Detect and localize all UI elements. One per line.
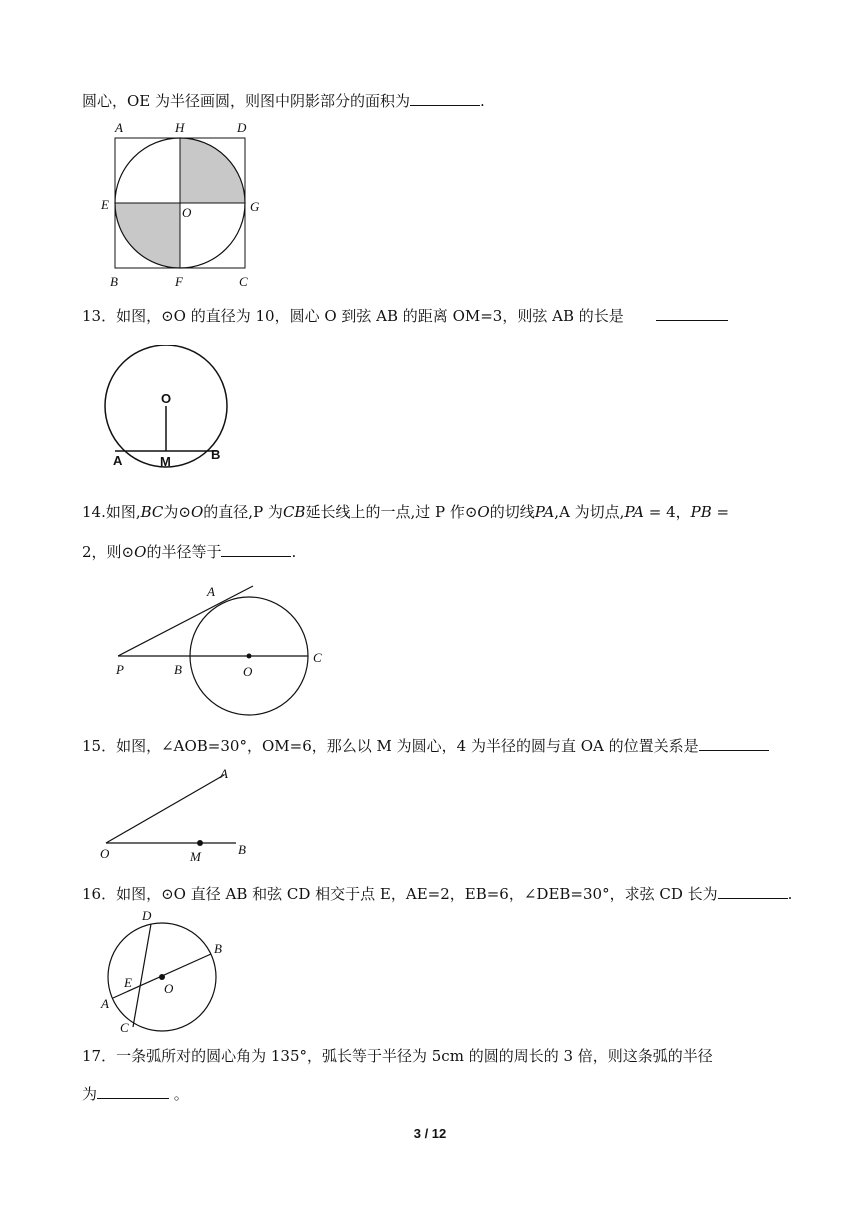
q14-text-2c: 的半径等于 [146,543,222,561]
q14-text-line1 [82,502,729,522]
q12-label-b: B [110,274,118,289]
q12-label-h: H [175,120,185,135]
q14-text-1o: = [711,503,730,521]
q14-end: . [291,543,297,561]
q14-label-o: O [243,664,253,679]
q14-text-line2 [82,540,296,562]
q14-answer-blank[interactable] [221,540,291,557]
q12-label-g: G [250,199,260,214]
q16-label-a: A [101,996,109,1011]
q17-end: 。 [169,1085,189,1103]
q13-label-m: M [160,454,171,469]
q14-text-1k: ,A 为切点, [554,503,625,521]
q14-label-a: A [207,584,215,599]
q12-figure [98,118,270,290]
q12-label-c: C [239,274,248,289]
q15-answer-blank[interactable] [699,734,769,751]
q16-answer-blank[interactable] [718,882,788,899]
q13-text: 13．如图，⊙O 的直径为 10，圆心 O 到弦 AB 的距离 OM=3，则弦 AB 的长是 [82,307,624,325]
q17-answer-blank[interactable] [97,1082,169,1099]
q14-label-c: C [313,650,322,665]
q14-text-1e: 的直径,P 为 [203,503,283,521]
q14-label-b: B [174,662,182,677]
q14-text-1h: O [477,503,490,521]
q14-text-2b: O [134,543,147,561]
q15-figure [96,762,256,867]
q13-label-a: A [113,453,123,468]
q16-label-o: O [164,981,174,996]
q14-text-1a: 14.如图, [82,503,141,521]
q12-answer-blank[interactable] [410,89,480,106]
q14-text-1b: BC [140,503,164,521]
page-number: 3 / 12 [413,1126,447,1141]
q14-figure [110,580,340,720]
q14-text-1i: 的切线 [489,503,535,521]
q15-text: 15．如图，∠AOB=30°，OM=6，那么以 M 为圆心，4 为半径的圆与直 OA 的位置关系是 [82,737,699,755]
q14-text-1f: CB [282,503,306,521]
q16-label-e: E [124,975,132,990]
q16-figure [96,906,231,1036]
q17-text-1: 17．一条弧所对的圆心角为 135°，弧长等于半径为 5cm 的圆的周长的 3 倍，则这条弧的半径 [82,1047,713,1065]
q13-answer-blank[interactable] [656,304,728,321]
q12-label-d: D [237,120,247,135]
q14-text-2a: 2，则⊙ [82,543,135,561]
q13-label-b: B [211,447,221,462]
q15-text-line [82,734,769,756]
q12-label-f: F [175,274,183,289]
q12-text: 圆心，OE 为半径画圆，则图中阴影部分的面积为 [82,92,411,110]
q15-label-b: B [238,842,246,857]
q17-text-line2 [82,1082,189,1104]
q13-figure [100,345,235,473]
q12-label-a: A [115,120,123,135]
q14-text-1d: O [190,503,204,521]
q13-label-o: O [161,391,172,406]
q16-text-line [82,882,792,904]
q16-label-d: D [142,908,152,923]
q12-label-o: O [182,205,192,220]
q15-label-m: M [190,849,201,864]
q17-text-line1 [82,1046,713,1066]
q12-end: . [480,92,485,110]
q14-text-1l: PA [624,503,644,521]
q12-label-e: E [101,197,109,212]
q16-end: . [787,885,793,903]
q12-text-line [82,89,485,111]
q17-text-2: 为 [82,1085,98,1103]
q14-text-1m: = 4， [644,503,691,521]
q15-label-o: O [100,846,110,861]
q14-text-1j: PA [534,503,555,521]
q15-label-a: A [220,766,228,781]
q14-text-1n: PB [690,503,712,521]
q16-label-c: C [120,1020,129,1035]
q13-text-line [82,304,728,326]
q14-text-1c: 为⊙ [163,503,191,521]
q16-text: 16．如图，⊙O 直径 AB 和弦 CD 相交于点 E，AE=2，EB=6，∠DEB=30°，求弦 CD 长为 [82,885,718,903]
q14-label-p: P [116,662,124,677]
q16-label-b: B [214,941,222,956]
q14-text-1g: 延长线上的一点,过 P 作⊙ [305,503,478,521]
